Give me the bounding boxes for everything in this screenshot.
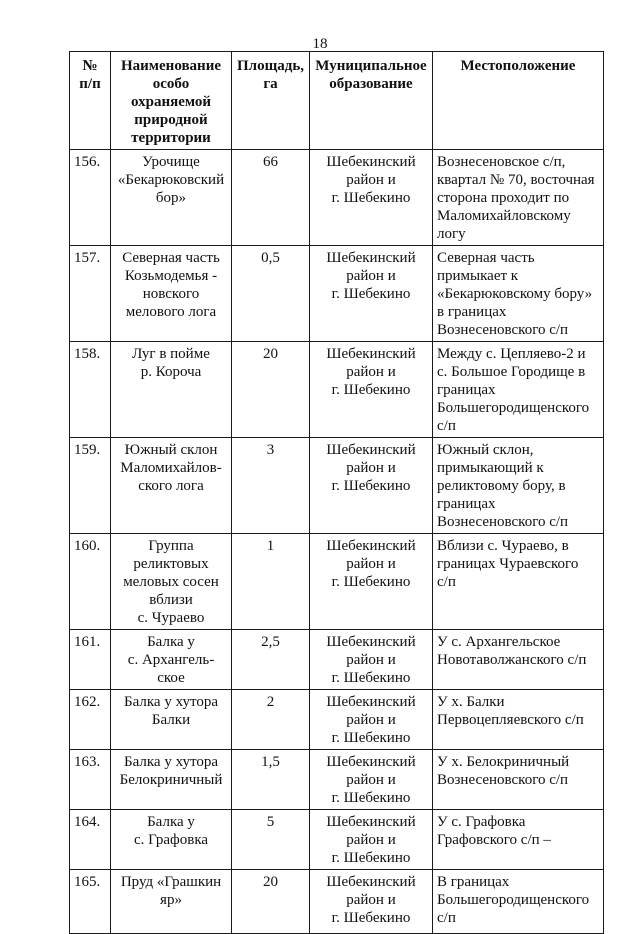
cell-municipality: Шебекинский район и г. Шебекино	[310, 246, 433, 342]
cell-area: 2	[232, 690, 310, 750]
cell-municipality: Шебекинский район и г. Шебекино	[310, 630, 433, 690]
cell-number: 165.	[70, 870, 111, 934]
table-row	[70, 690, 604, 750]
cell-number: 164.	[70, 810, 111, 870]
cell-area: 5	[232, 810, 310, 870]
cell-municipality: Шебекинский район и г. Шебекино	[310, 438, 433, 534]
cell-area: 20	[232, 342, 310, 438]
cell-number: 162.	[70, 690, 111, 750]
cell-number: 156.	[70, 150, 111, 246]
table-row	[70, 630, 604, 690]
header-location: Местоположение	[433, 52, 604, 150]
protected-areas-table	[69, 51, 604, 934]
header-number: № п/п	[70, 52, 111, 150]
cell-number: 158.	[70, 342, 111, 438]
cell-location: В границах Большегородищенского с/п	[433, 870, 604, 934]
cell-location: Южный склон, примыкающий к реликтовому бору, в границах Вознесеновского с/п	[433, 438, 604, 534]
cell-municipality: Шебекинский район и г. Шебекино	[310, 690, 433, 750]
cell-name: Луг в пойме р. Короча	[111, 342, 232, 438]
cell-area: 3	[232, 438, 310, 534]
cell-number: 157.	[70, 246, 111, 342]
cell-name: Балка у хутора Белокриничный	[111, 750, 232, 810]
cell-location: У с. Архангельское Новотаволжанского с/п	[433, 630, 604, 690]
cell-area: 2,5	[232, 630, 310, 690]
cell-location: У х. Белокриничный Вознесеновского с/п	[433, 750, 604, 810]
cell-area: 20	[232, 870, 310, 934]
cell-number: 161.	[70, 630, 111, 690]
page-number: 18	[312, 36, 328, 52]
cell-name: Урочище «Бекарюковский бор»	[111, 150, 232, 246]
table-row	[70, 810, 604, 870]
cell-name: Северная часть Козьмодемья - новского мелового лога	[111, 246, 232, 342]
cell-number: 159.	[70, 438, 111, 534]
cell-municipality: Шебекинский район и г. Шебекино	[310, 870, 433, 934]
table-row	[70, 438, 604, 534]
table-row	[70, 342, 604, 438]
cell-name: Группа реликтовых меловых сосен вблизи с. Чураево	[111, 534, 232, 630]
cell-number: 160.	[70, 534, 111, 630]
table-row	[70, 750, 604, 810]
header-name: Наименование особо охраняемой природной территории	[111, 52, 232, 150]
cell-municipality: Шебекинский район и г. Шебекино	[310, 750, 433, 810]
cell-location: Между с. Цепляево-2 и с. Большое Городище в границах Большегородищенского с/п	[433, 342, 604, 438]
cell-location: Вблизи с. Чураево, в границах Чураевского с/п	[433, 534, 604, 630]
cell-municipality: Шебекинский район и г. Шебекино	[310, 534, 433, 630]
cell-area: 66	[232, 150, 310, 246]
cell-location: У х. Балки Первоцепляевского с/п	[433, 690, 604, 750]
cell-name: Балка у с. Архангель- ское	[111, 630, 232, 690]
table-row	[70, 150, 604, 246]
cell-name: Южный склон Маломихайлов- ского лога	[111, 438, 232, 534]
cell-municipality: Шебекинский район и г. Шебекино	[310, 150, 433, 246]
cell-name: Пруд «Грашкин яр»	[111, 870, 232, 934]
cell-area: 1,5	[232, 750, 310, 810]
table-row	[70, 534, 604, 630]
table-row	[70, 870, 604, 934]
header-municipality: Муниципальное образование	[310, 52, 433, 150]
table-header-row	[70, 52, 604, 150]
cell-area: 1	[232, 534, 310, 630]
cell-name: Балка у с. Графовка	[111, 810, 232, 870]
cell-location: У с. Графовка Графовского с/п –	[433, 810, 604, 870]
cell-area: 0,5	[232, 246, 310, 342]
cell-municipality: Шебекинский район и г. Шебекино	[310, 810, 433, 870]
cell-name: Балка у хутора Балки	[111, 690, 232, 750]
table-row	[70, 246, 604, 342]
header-area: Площадь, га	[232, 52, 310, 150]
cell-number: 163.	[70, 750, 111, 810]
cell-location: Северная часть примыкает к «Бекарюковскому бору» в границах Вознесеновского с/п	[433, 246, 604, 342]
cell-location: Вознесеновское с/п, квартал № 70, восточная сторона проходит по Маломихайловскому логу	[433, 150, 604, 246]
cell-municipality: Шебекинский район и г. Шебекино	[310, 342, 433, 438]
